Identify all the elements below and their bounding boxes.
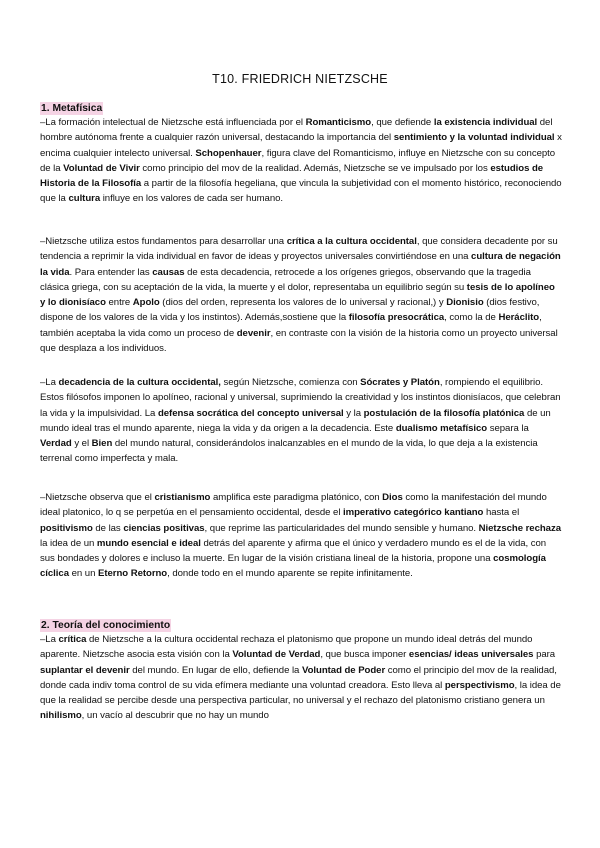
text-run: , también aceptaba la vida como un proceso de bbox=[40, 312, 542, 339]
bold-term: devenir bbox=[236, 327, 271, 339]
bold-term: Apolo bbox=[132, 297, 160, 309]
bold-term: suplantar el devenir bbox=[40, 664, 130, 676]
bold-term: estudios de Historia de la Filosofía bbox=[40, 162, 544, 190]
paragraph bbox=[40, 490, 562, 582]
text-run: de esta decadencia, retrocede a los orígenes griegos, observando que la tragedia clásica griega, con su aceptación de la vida, la muerte y el dolor, representaba un equilibrio según su bbox=[40, 266, 531, 293]
bold-term: Sócrates y Platón bbox=[360, 377, 440, 388]
bold-term: cristianismo bbox=[154, 492, 211, 503]
text-run: , en contraste con la visión de la historia como un proyecto universal que desplaza a los individuos. bbox=[40, 327, 558, 355]
text-run: (dios del orden, representa los valores de lo universal y racional,) y bbox=[159, 297, 447, 309]
text-run: , donde todo en el mundo aparente se repite infinitamente. bbox=[167, 568, 413, 580]
bold-term: Romanticismo bbox=[305, 117, 372, 128]
text-run: (dios festivo, dispone de los valores de la vida y los instintos). Además,sostiene que la bbox=[40, 297, 540, 324]
paragraph bbox=[40, 115, 562, 207]
text-run: , que considera decadente por su tendencia a reprimir la vida individual en favor de ideas y proyectos universales convirtiéndose en una bbox=[40, 236, 558, 263]
text-run: –Nietzsche observa que el bbox=[40, 492, 155, 503]
text-run: como principio del mov de la realidad. Además, Nietzsche se ve impulsado por los bbox=[139, 162, 491, 174]
text-run: como la manifestación del mundo ideal platonico, lo q se perpetúa en el pensamiento occidental, desde el bbox=[40, 492, 547, 519]
text-run: de las bbox=[92, 522, 124, 534]
bold-term: tesis de lo apolíneo y lo dionisíaco bbox=[40, 281, 555, 309]
bold-term: postulación de la filosofía platónica bbox=[363, 407, 525, 419]
bold-term: Nietzsche rechaza bbox=[478, 522, 561, 534]
text-run: , que reprime las particularidades del mundo sensible y humano. bbox=[204, 522, 479, 534]
bold-term: la existencia individual bbox=[433, 117, 538, 128]
text-run: de Nietzsche a la cultura occidental rechaza el platonismo que propone un mundo ideal detrás del mundo aparente. Nietzsche asocia esta visión con la bbox=[40, 634, 533, 661]
bold-term: cultura bbox=[68, 193, 101, 205]
text-run: , un vacío al descubrir que no hay un mundo bbox=[81, 710, 269, 722]
bold-term: crítica bbox=[58, 634, 87, 645]
section-heading-teoria-conocimiento: 2. Teoría del conocimiento bbox=[41, 620, 171, 631]
bold-term: ciencias positivas bbox=[123, 522, 205, 534]
text-run: . Para entender las bbox=[69, 266, 153, 278]
text-run: , rompiendo el equilibrio. Estos filósofos imponen lo apolíneo, racional y universal, suprimiendo la creatividad y los instintos dionisíacos, que celebran la vida y la impulsividad. La bbox=[40, 377, 561, 419]
text-run: , la idea de que la realidad se percibe desde una perspectiva particular, no universal y el rechazo del platonismo cristiano genera un bbox=[40, 679, 561, 707]
paragraph bbox=[40, 234, 562, 356]
bold-term: esencias/ ideas universales bbox=[408, 649, 534, 661]
text-run: la idea de un bbox=[40, 537, 97, 549]
bold-term: Voluntad de Poder bbox=[301, 664, 386, 676]
bold-term: cosmología cíclica bbox=[40, 553, 546, 580]
bold-term: sentimiento y la voluntad individual bbox=[393, 132, 555, 144]
bold-term: Heráclito bbox=[498, 312, 540, 324]
text-run: detrás del aparente y afirma que el único y verdadero mundo es el de la vida, con sus bondades y dolores e incluso la muerte. En lugar de la visión cristiana lineal de la historia, propone una bbox=[40, 537, 547, 565]
text-run: hasta el bbox=[483, 507, 520, 519]
text-run: en un bbox=[69, 568, 98, 580]
text-run: separa la bbox=[487, 422, 529, 434]
text-run: y la bbox=[343, 407, 364, 419]
bold-term: Bien bbox=[91, 438, 113, 450]
bold-term: Schopenhauer bbox=[195, 147, 262, 159]
text-run: según Nietzsche, comienza con bbox=[220, 377, 361, 388]
text-run: , que defiende bbox=[371, 117, 434, 128]
paragraph bbox=[40, 375, 562, 467]
text-run: a partir de la filosofía hegeliana, que vincula la subjetividad con el momento histórico, reconociendo que la bbox=[40, 178, 562, 205]
text-run: del mundo natural, considerándolos inalcanzables en el mundo de la vida, lo que deja a la existencia terrenal como imperfecta y mala. bbox=[40, 438, 538, 465]
bold-term: Verdad bbox=[40, 438, 72, 450]
text-run: , que busca imponer bbox=[320, 649, 409, 661]
bold-term: defensa socrática del concepto universal bbox=[157, 407, 344, 419]
text-run: y el bbox=[71, 438, 92, 450]
section-heading-metafisica: 1. Metafísica bbox=[41, 103, 103, 114]
bold-term: mundo esencial e ideal bbox=[96, 537, 201, 549]
bold-term: Eterno Retorno bbox=[98, 568, 168, 580]
text-run: para bbox=[533, 649, 556, 661]
text-run: del mundo. En lugar de ello, defiende la bbox=[129, 664, 302, 676]
text-run: como el principio del mov de la realidad, donde cada indiv toma control de su vida efímera mediante una voluntad creadora. Esto lleva al bbox=[40, 664, 557, 691]
bold-term: decadencia de la cultura occidental, bbox=[58, 377, 221, 388]
bold-term: dualismo metafísico bbox=[395, 422, 488, 434]
text-run: entre bbox=[105, 297, 133, 309]
document-title: T10. FRIEDRICH NIETZSCHE bbox=[212, 72, 388, 86]
bold-term: Dionisio bbox=[446, 297, 484, 309]
text-run: , figura clave del Romanticismo, influye en Nietzsche con su concepto de la bbox=[40, 147, 556, 174]
bold-term: crítica a la cultura occidental bbox=[286, 236, 417, 247]
bold-term: positivismo bbox=[40, 522, 93, 534]
text-run: , como la de bbox=[444, 312, 499, 324]
text-run: x encima cualquier intelecto universal. bbox=[40, 132, 562, 159]
text-run: –La formación intelectual de Nietzsche está influenciada por el bbox=[40, 117, 306, 128]
text-run: de un mundo ideal tras el mundo aparente, niega la vida y da origen a la decadencia. Este bbox=[40, 407, 551, 434]
bold-term: causas bbox=[152, 266, 185, 278]
bold-term: nihilismo bbox=[40, 710, 82, 722]
bold-term: cultura de negación la vida bbox=[40, 251, 561, 278]
bold-term: filosofía presocrática bbox=[348, 312, 445, 324]
bold-term: Voluntad de Verdad bbox=[232, 649, 321, 661]
bold-term: Dios bbox=[382, 492, 403, 503]
bold-term: perspectivismo bbox=[444, 679, 515, 691]
text-run: del hombre autónoma frente a cualquier razón universal, destacando la importancia del bbox=[40, 117, 553, 144]
text-run: –La bbox=[40, 377, 59, 388]
text-run: –La bbox=[40, 634, 59, 645]
paragraph bbox=[40, 632, 562, 724]
text-run: influye en los valores de cada ser humano. bbox=[100, 193, 284, 205]
text-run: amplifica este paradigma platónico, con bbox=[210, 492, 383, 503]
bold-term: Voluntad de Vivir bbox=[63, 162, 140, 174]
text-run: –Nietzsche utiliza estos fundamentos para desarrollar una bbox=[40, 236, 287, 247]
bold-term: imperativo categórico kantiano bbox=[343, 507, 484, 519]
